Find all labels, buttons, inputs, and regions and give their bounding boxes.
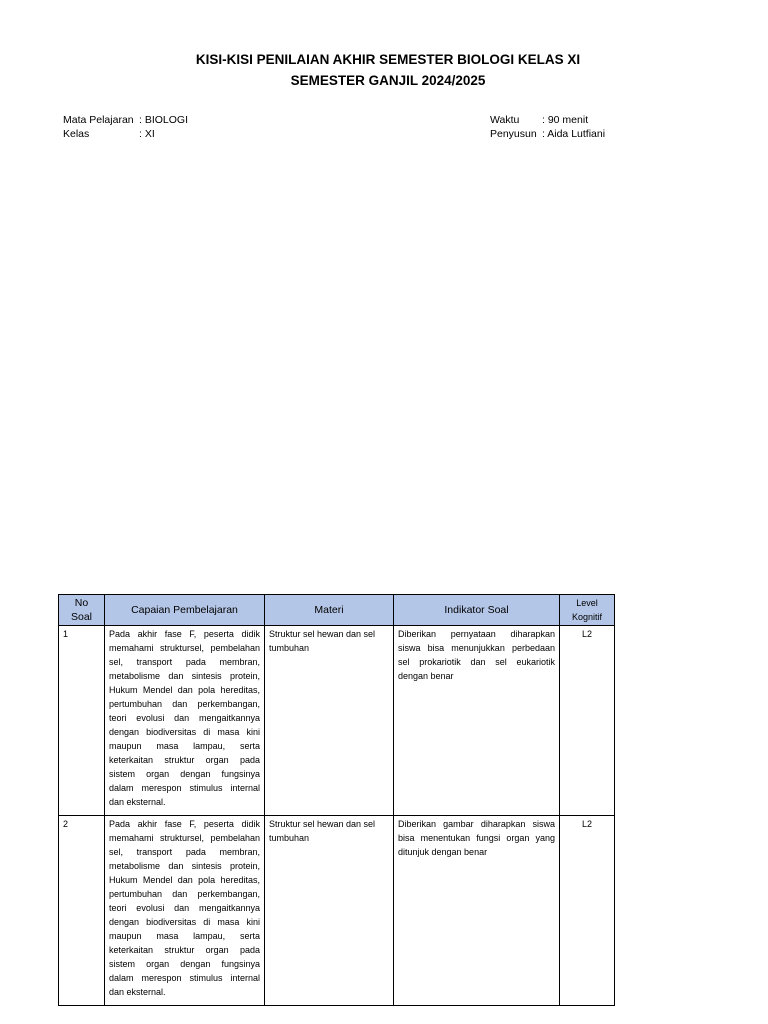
header-level: Level Kognitif [560,595,615,626]
kelas-label: Kelas [63,128,90,140]
cell-level: L2 [560,626,615,816]
header-materi: Materi [265,595,394,626]
title-line-1: KISI-KISI PENILAIAN AKHIR SEMESTER BIOLOGI KELAS XI [195,52,581,67]
cell-indikator: Diberikan gambar diharapkan siswa bisa menentukan fungsi organ yang ditunjuk dengan benar [394,816,560,1006]
table-row [59,816,615,1006]
meta-waktu [490,113,605,127]
penyusun-label: Penyusun [490,128,537,140]
waktu-value: : 90 menit [542,114,589,126]
mapel-label: Mata Pelajaran [63,114,134,126]
header-no-soal: No Soal [59,595,105,626]
cell-materi: Struktur sel hewan dan sel tumbuhan [265,816,394,1006]
mapel-value: : BIOLOGI [139,114,189,126]
header-indikator: Indikator Soal [394,595,560,626]
header-capaian: Capaian Pembelajaran [105,595,265,626]
cell-capaian: Pada akhir fase F, peserta didik memahami struktursel, pembelahan sel, transport pada membran, metabolisme dan sintesis protein, Hukum Mendel dan pola hereditas, pertumbuhan dan perkembangan, teori evolusi dan mengaitkannya dengan biodiversitas di masa kini maupun masa lampau, serta keterkaitan struktur organ pada sistem organ dengan fungsinya dalam merespon stimulus internal dan eksternal. [105,626,265,816]
cell-materi: Struktur sel hewan dan sel tumbuhan [265,626,394,816]
meta-left [63,113,188,141]
kisi-table [58,594,615,1006]
kelas-value: : XI [139,128,155,140]
meta-right [490,113,605,141]
title-line-2: SEMESTER GANJIL 2024/2025 [290,73,486,88]
meta-kelas [63,127,188,141]
cell-level: L2 [560,816,615,1006]
cell-no: 2 [59,816,105,1006]
cell-capaian: Pada akhir fase F, peserta didik memahami struktursel, pembelahan sel, transport pada membran, metabolisme dan sintesis protein, Hukum Mendel dan pola hereditas, pertumbuhan dan perkembangan, teori evolusi dan mengaitkannya dengan biodiversitas di masa kini maupun masa lampau, serta keterkaitan struktur organ pada sistem organ dengan fungsinya dalam merespon stimulus internal dan eksternal. [105,816,265,1006]
penyusun-value: : Aida Lutfiani [542,128,606,140]
document-title [0,49,768,91]
waktu-label: Waktu [490,114,520,126]
meta-penyusun [490,127,605,141]
cell-no: 1 [59,626,105,816]
meta-mapel [63,113,188,127]
cell-indikator: Diberikan pernyataan diharapkan siswa bisa menunjukkan perbedaan sel prokariotik dan sel eukariotik dengan benar [394,626,560,816]
table-row [59,626,615,816]
table-header-row [59,595,615,626]
